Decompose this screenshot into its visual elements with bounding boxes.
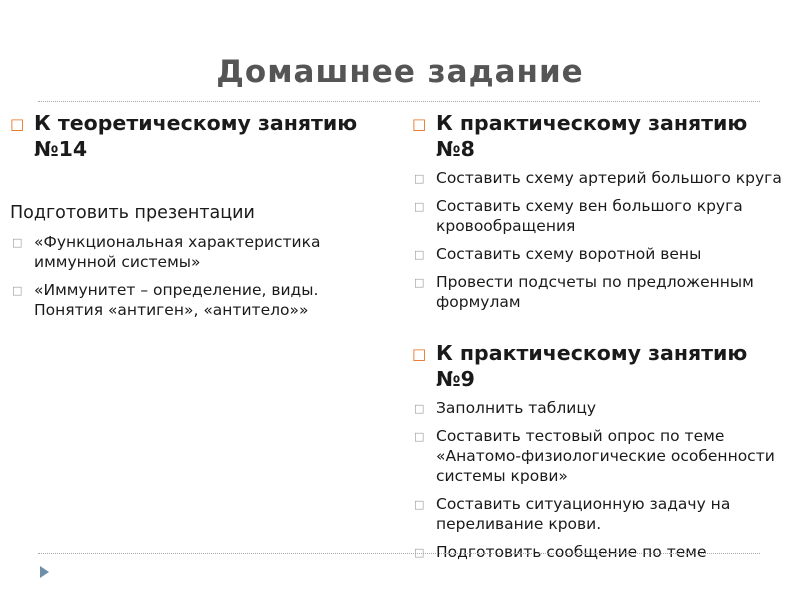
list-item-text: Составить ситуационную задачу на переливание крови.	[436, 495, 731, 533]
left-intro: Подготовить презентации	[10, 203, 255, 223]
hollow-square-bullet-icon: □	[414, 200, 425, 213]
list-item-text: Составить тестовый опрос по теме «Анатомо-физиологические особенности системы крови»	[436, 427, 775, 485]
hollow-square-bullet-icon: □	[412, 115, 427, 133]
left-column	[10, 110, 390, 328]
list-item	[10, 232, 390, 272]
practice-8-heading	[412, 110, 788, 162]
list-item	[412, 168, 788, 188]
hollow-square-bullet-icon: □	[414, 276, 425, 289]
footer-divider	[38, 553, 760, 554]
practice-9-heading	[412, 340, 788, 392]
list-item-text: Подготовить сообщение по теме	[436, 543, 707, 561]
hollow-square-bullet-icon: □	[12, 236, 23, 249]
list-item	[10, 280, 390, 320]
hollow-square-bullet-icon: □	[414, 172, 425, 185]
list-item-text: Провести подсчеты по предложенным формулам	[436, 273, 754, 311]
title-divider	[38, 101, 760, 102]
list-item	[412, 272, 788, 312]
hollow-square-bullet-icon: □	[414, 546, 425, 559]
practice-8-heading-text: К практическому занятию №8	[436, 111, 748, 161]
list-item-text: Заполнить таблицу	[436, 399, 597, 417]
list-item	[412, 426, 788, 486]
list-item-text: Составить схему артерий большого круга	[436, 169, 782, 187]
right-column	[412, 110, 788, 570]
hollow-square-bullet-icon: □	[12, 284, 23, 297]
hollow-square-bullet-icon: □	[414, 248, 425, 261]
list-item	[412, 244, 788, 264]
left-heading	[10, 110, 390, 162]
list-item	[412, 398, 788, 418]
next-slide-arrow-icon[interactable]	[40, 566, 49, 578]
hollow-square-bullet-icon: □	[414, 498, 425, 511]
left-heading-text: К теоретическому занятию №14	[34, 111, 358, 161]
hollow-square-bullet-icon: □	[414, 430, 425, 443]
list-item-text: Составить схему вен большого круга кровообращения	[436, 197, 743, 235]
list-item-text: «Иммунитет – определение, виды. Понятия «антиген», «антитело»»	[34, 281, 319, 319]
list-item	[412, 494, 788, 534]
list-item	[412, 542, 788, 562]
hollow-square-bullet-icon: □	[412, 345, 427, 363]
list-item	[412, 196, 788, 236]
practice-9-heading-text: К практическому занятию №9	[436, 341, 748, 391]
hollow-square-bullet-icon: □	[10, 115, 25, 133]
list-item-text: Составить схему воротной вены	[436, 245, 702, 263]
page-title: Домашнее задание	[216, 54, 584, 90]
hollow-square-bullet-icon: □	[414, 402, 425, 415]
list-item-text: «Функциональная характеристика иммунной системы»	[34, 233, 321, 271]
